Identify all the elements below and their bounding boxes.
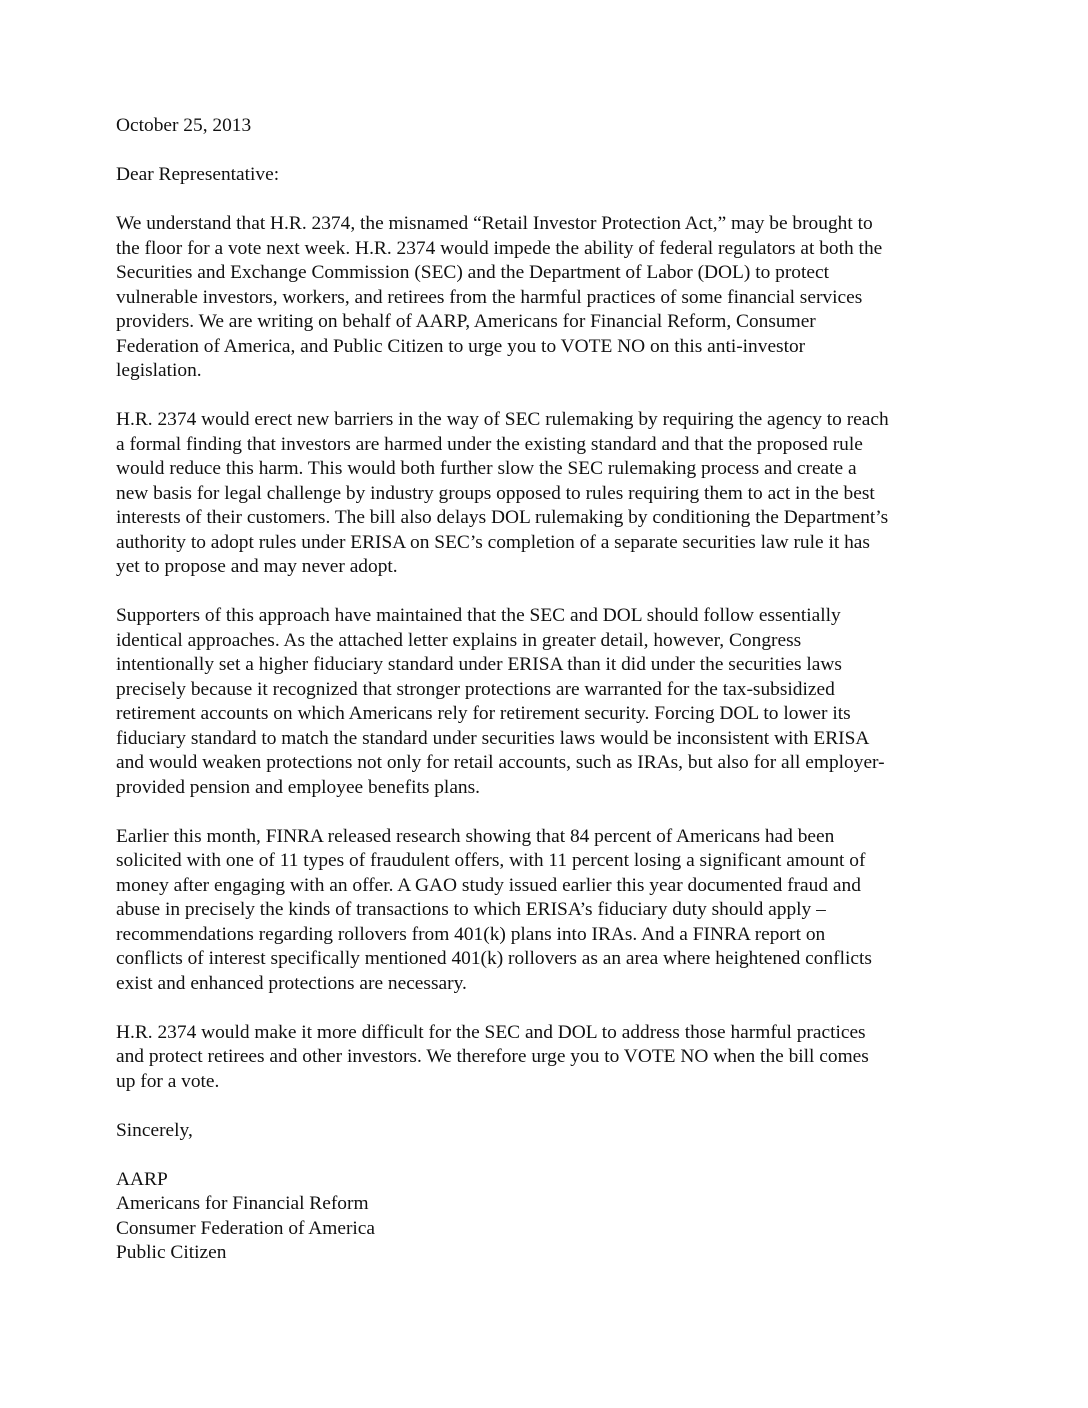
paragraph-line: recommendations regarding rollovers from 401(k) plans into IRAs. And a FINRA report on (116, 923, 826, 945)
signatory: AARP (116, 1168, 168, 1190)
paragraph-line: Earlier this month, FINRA released research showing that 84 percent of Americans had been (116, 825, 835, 847)
paragraph-1 (116, 212, 986, 384)
paragraph-line: and protect retirees and other investors. We therefore urge you to VOTE NO when the bill comes (116, 1046, 869, 1067)
paragraph-line: up for a vote. (116, 1070, 220, 1092)
paragraph-line: We understand that H.R. 2374, the misnamed “Retail Investor Protection Act,” may be brought to (116, 213, 873, 234)
spacer (116, 1143, 986, 1168)
paragraph-line: precisely because it recognized that stronger protections are warranted for the tax-subsidized (116, 678, 835, 700)
paragraph-2 (116, 408, 986, 580)
signatory: Americans for Financial Reform (116, 1193, 369, 1214)
signatory: Public Citizen (116, 1242, 227, 1263)
paragraph-line: H.R. 2374 would erect new barriers in the way of SEC rulemaking by requiring the agency to reach (116, 409, 889, 430)
spacer (116, 188, 986, 213)
paragraph-line: would reduce this harm. This would both further slow the SEC rulemaking process and create a (116, 458, 857, 479)
paragraph-line: exist and enhanced protections are necessary. (116, 972, 467, 994)
paragraph-line: abuse in precisely the kinds of transactions to which ERISA’s fiduciary duty should apply – (116, 899, 826, 920)
signatory: Consumer Federation of America (116, 1217, 376, 1239)
letter-body (116, 114, 986, 1266)
paragraph-line: yet to propose and may never adopt. (116, 556, 398, 577)
spacer (116, 800, 986, 825)
spacer (116, 384, 986, 409)
signatories (116, 1168, 986, 1266)
paragraph-line: vulnerable investors, workers, and retirees from the harmful practices of some financial services (116, 286, 863, 308)
paragraph-line: fiduciary standard to match the standard under securities laws would be inconsistent with ERISA (116, 727, 870, 749)
closing: Sincerely, (116, 1119, 193, 1141)
paragraph-line: H.R. 2374 would make it more difficult for the SEC and DOL to address those harmful practices (116, 1021, 866, 1043)
spacer (116, 139, 986, 164)
paragraph-line: provided pension and employee benefits plans. (116, 776, 481, 798)
paragraph-line: conflicts of interest specifically mentioned 401(k) rollovers as an area where heightened conflicts (116, 948, 872, 969)
paragraph-line: Securities and Exchange Commission (SEC) and the Department of Labor (DOL) to protect (116, 262, 829, 283)
paragraph-line: money after engaging with an offer. A GAO study issued earlier this year documented fraud and (116, 874, 861, 896)
paragraph-4 (116, 825, 986, 997)
paragraph-line: retirement accounts on which Americans rely for retirement security. Forcing DOL to lower its (116, 703, 851, 724)
spacer (116, 1094, 986, 1119)
paragraph-3 (116, 604, 986, 800)
paragraph-line: and would weaken protections not only for retail accounts, such as IRAs, but also for all employer- (116, 752, 885, 773)
spacer (116, 580, 986, 605)
paragraph-line: Federation of America, and Public Citizen to urge you to VOTE NO on this anti-investor (116, 335, 806, 357)
paragraph-line: Supporters of this approach have maintained that the SEC and DOL should follow essentially (116, 605, 841, 626)
paragraph-line: providers. We are writing on behalf of AARP, Americans for Financial Reform, Consumer (116, 311, 816, 332)
paragraph-5 (116, 1021, 986, 1095)
paragraph-line: solicited with one of 11 types of fraudulent offers, with 11 percent losing a significant amount of (116, 850, 866, 871)
paragraph-line: legislation. (116, 360, 202, 381)
paragraph-line: a formal finding that investors are harmed under the existing standard and that the proposed rule (116, 433, 863, 455)
paragraph-line: intentionally set a higher fiduciary standard under ERISA than it did under the securities laws (116, 654, 842, 675)
paragraph-line: interests of their customers. The bill also delays DOL rulemaking by conditioning the Department’s (116, 507, 889, 528)
spacer (116, 996, 986, 1021)
salutation: Dear Representative: (116, 164, 280, 185)
paragraph-line: identical approaches. As the attached letter explains in greater detail, however, Congress (116, 629, 802, 651)
paragraph-line: new basis for legal challenge by industry groups opposed to rules requiring them to act in the best (116, 482, 875, 504)
paragraph-line: the floor for a vote next week. H.R. 2374 would impede the ability of federal regulators at both the (116, 237, 883, 259)
letter-date: October 25, 2013 (116, 115, 252, 136)
paragraph-line: authority to adopt rules under ERISA on SEC’s completion of a separate securities law rule it has (116, 531, 870, 553)
